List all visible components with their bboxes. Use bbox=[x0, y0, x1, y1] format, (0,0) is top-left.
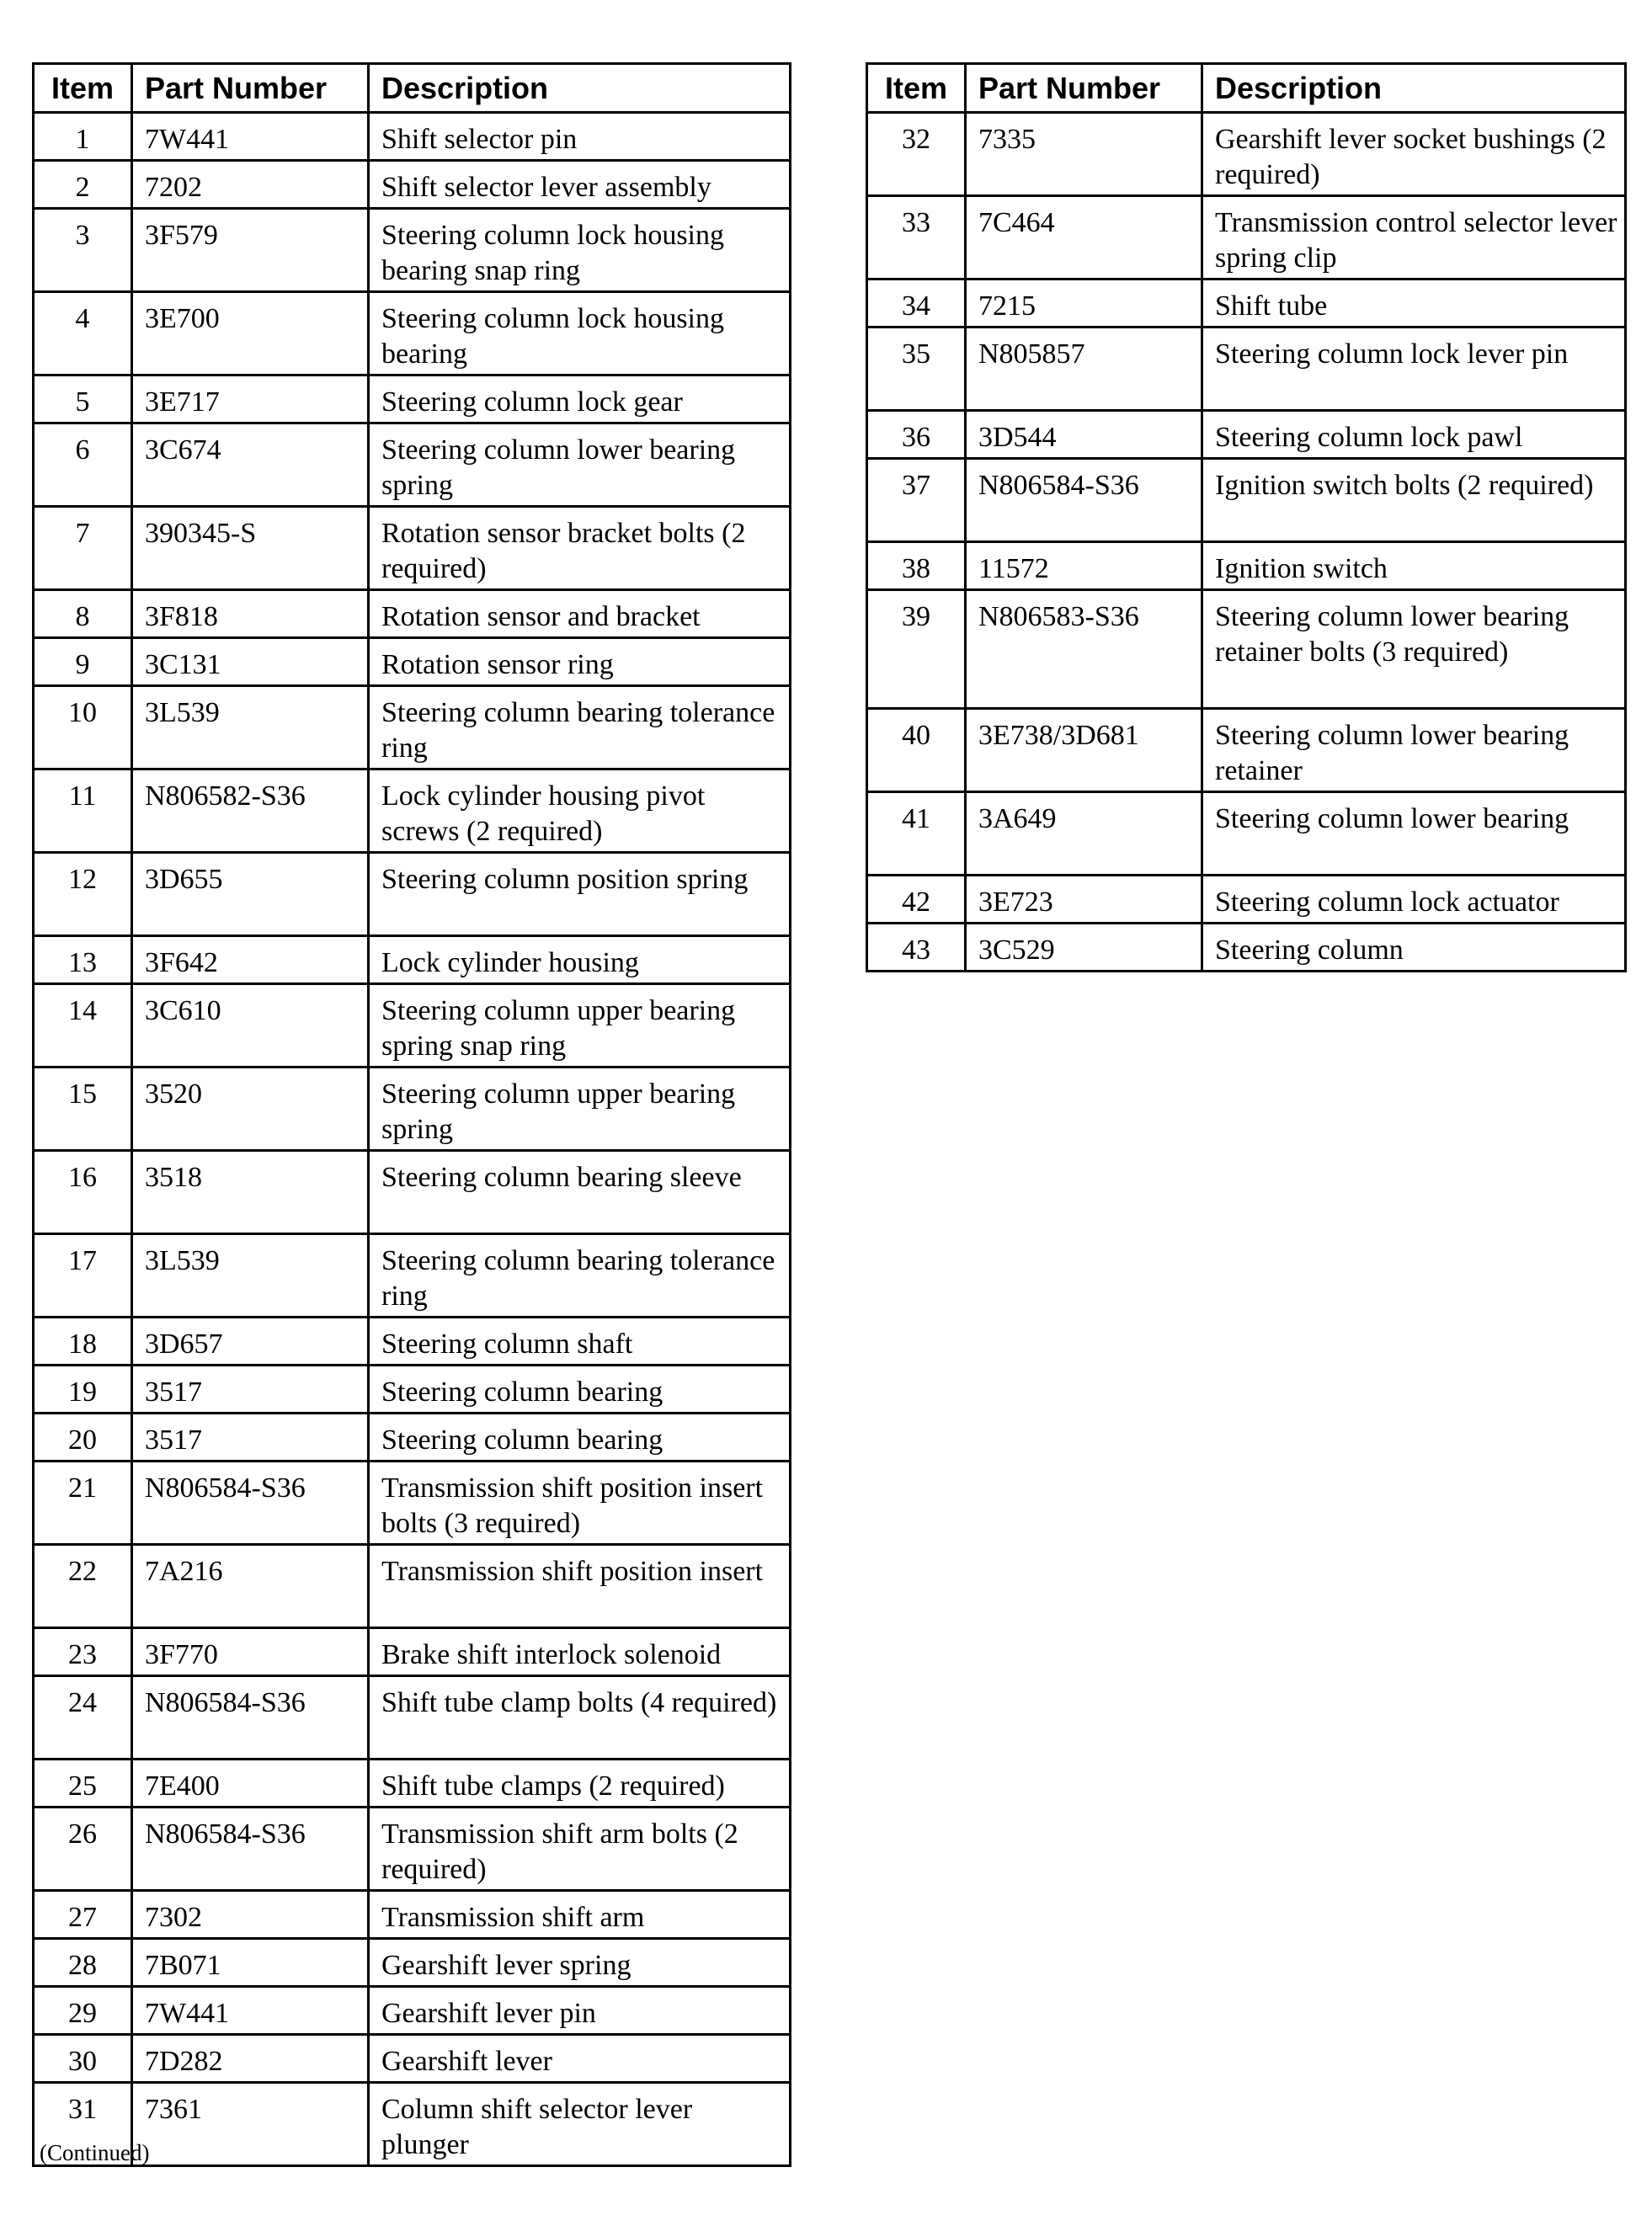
item-number-cell: 18 bbox=[34, 1318, 132, 1366]
item-number-cell: 43 bbox=[867, 924, 966, 972]
table-row bbox=[34, 590, 791, 638]
table-row bbox=[34, 1676, 791, 1760]
table-row bbox=[34, 1234, 791, 1318]
description-cell: Transmission control selector lever spring clip bbox=[1202, 196, 1626, 280]
item-number-cell: 10 bbox=[34, 686, 132, 769]
item-number-cell: 31 bbox=[34, 2083, 132, 2166]
table-row bbox=[867, 411, 1626, 459]
part-number-cell: 3L539 bbox=[132, 686, 369, 769]
table-row bbox=[34, 1151, 791, 1234]
part-number-cell: 7A216 bbox=[132, 1545, 369, 1628]
item-number-cell: 19 bbox=[34, 1366, 132, 1414]
table-row bbox=[867, 113, 1626, 196]
table-row bbox=[34, 1987, 791, 2035]
table-row bbox=[867, 196, 1626, 280]
part-number-cell: 3F770 bbox=[132, 1628, 369, 1676]
item-number-cell: 7 bbox=[34, 507, 132, 590]
part-number-cell: 3518 bbox=[132, 1151, 369, 1234]
table-row bbox=[867, 709, 1626, 792]
table-row bbox=[34, 1366, 791, 1414]
item-number-cell: 11 bbox=[34, 769, 132, 853]
table-row bbox=[34, 292, 791, 375]
description-cell: Steering column lock pawl bbox=[1202, 411, 1626, 459]
description-cell: Steering column bearing tolerance ring bbox=[369, 686, 791, 769]
item-number-cell: 34 bbox=[867, 280, 966, 327]
table-row bbox=[34, 1414, 791, 1462]
part-number-cell: 3C674 bbox=[132, 423, 369, 507]
part-number-cell: 7D282 bbox=[132, 2035, 369, 2083]
table-row bbox=[34, 1318, 791, 1366]
part-number-cell: 3A649 bbox=[966, 792, 1202, 876]
item-number-cell: 25 bbox=[34, 1760, 132, 1808]
item-number-cell: 17 bbox=[34, 1234, 132, 1318]
description-cell: Gearshift lever bbox=[369, 2035, 791, 2083]
column-header-description: Description bbox=[369, 64, 791, 113]
part-number-cell: 3E700 bbox=[132, 292, 369, 375]
part-number-cell: 7E400 bbox=[132, 1760, 369, 1808]
column-header-item: Item bbox=[34, 64, 132, 113]
table-row bbox=[34, 1068, 791, 1151]
description-cell: Transmission shift arm bolts (2 required) bbox=[369, 1808, 791, 1891]
table-row bbox=[867, 590, 1626, 709]
table-row bbox=[34, 638, 791, 686]
column-header-part-number: Part Number bbox=[966, 64, 1202, 113]
column-header-description: Description bbox=[1202, 64, 1626, 113]
table-row bbox=[34, 1462, 791, 1545]
part-number-cell: N806584-S36 bbox=[966, 459, 1202, 542]
item-number-cell: 33 bbox=[867, 196, 966, 280]
table-row bbox=[34, 1760, 791, 1808]
table-row bbox=[34, 1628, 791, 1676]
description-cell: Transmission shift position insert bolts (3 required) bbox=[369, 1462, 791, 1545]
part-number-cell: 3E723 bbox=[966, 876, 1202, 924]
description-cell: Steering column upper bearing spring bbox=[369, 1068, 791, 1151]
table-row bbox=[34, 853, 791, 936]
part-number-cell: 3F642 bbox=[132, 936, 369, 984]
description-cell: Shift tube clamps (2 required) bbox=[369, 1760, 791, 1808]
description-cell: Gearshift lever socket bushings (2 required) bbox=[1202, 113, 1626, 196]
description-cell: Ignition switch bolts (2 required) bbox=[1202, 459, 1626, 542]
description-cell: Rotation sensor and bracket bbox=[369, 590, 791, 638]
part-number-cell: 3F818 bbox=[132, 590, 369, 638]
item-number-cell: 15 bbox=[34, 1068, 132, 1151]
item-number-cell: 6 bbox=[34, 423, 132, 507]
description-cell: Steering column bbox=[1202, 924, 1626, 972]
part-number-cell: N806582-S36 bbox=[132, 769, 369, 853]
column-header-part-number: Part Number bbox=[132, 64, 369, 113]
table-row bbox=[867, 280, 1626, 327]
part-number-cell: 3D655 bbox=[132, 853, 369, 936]
item-number-cell: 22 bbox=[34, 1545, 132, 1628]
item-number-cell: 39 bbox=[867, 590, 966, 709]
part-number-cell: 3517 bbox=[132, 1414, 369, 1462]
part-number-cell: 7C464 bbox=[966, 196, 1202, 280]
description-cell: Steering column lower bearing retainer bbox=[1202, 709, 1626, 792]
part-number-cell: 7W441 bbox=[132, 1987, 369, 2035]
description-cell: Steering column upper bearing spring snap ring bbox=[369, 984, 791, 1068]
table-row bbox=[34, 423, 791, 507]
description-cell: Lock cylinder housing bbox=[369, 936, 791, 984]
part-number-cell: N805857 bbox=[966, 327, 1202, 411]
part-number-cell: 3E717 bbox=[132, 375, 369, 423]
part-number-cell: 3D657 bbox=[132, 1318, 369, 1366]
part-number-cell: N806583-S36 bbox=[966, 590, 1202, 709]
item-number-cell: 28 bbox=[34, 1939, 132, 1987]
part-number-cell: N806584-S36 bbox=[132, 1462, 369, 1545]
table-row bbox=[867, 924, 1626, 972]
table-row bbox=[34, 769, 791, 853]
part-number-cell: 3L539 bbox=[132, 1234, 369, 1318]
part-number-cell: 7B071 bbox=[132, 1939, 369, 1987]
item-number-cell: 36 bbox=[867, 411, 966, 459]
description-cell: Steering column lower bearing bbox=[1202, 792, 1626, 876]
description-cell: Rotation sensor bracket bolts (2 required) bbox=[369, 507, 791, 590]
item-number-cell: 35 bbox=[867, 327, 966, 411]
table-row bbox=[34, 1939, 791, 1987]
description-cell: Steering column lock housing bearing bbox=[369, 292, 791, 375]
part-number-cell: 11572 bbox=[966, 542, 1202, 590]
table-row bbox=[34, 1891, 791, 1939]
item-number-cell: 16 bbox=[34, 1151, 132, 1234]
part-number-cell: N806584-S36 bbox=[132, 1676, 369, 1760]
table-row bbox=[867, 542, 1626, 590]
description-cell: Transmission shift arm bbox=[369, 1891, 791, 1939]
table-row bbox=[34, 686, 791, 769]
item-number-cell: 3 bbox=[34, 209, 132, 292]
description-cell: Steering column shaft bbox=[369, 1318, 791, 1366]
part-number-cell: 7215 bbox=[966, 280, 1202, 327]
item-number-cell: 41 bbox=[867, 792, 966, 876]
description-cell: Steering column lock lever pin bbox=[1202, 327, 1626, 411]
parts-table-left bbox=[32, 62, 791, 2167]
description-cell: Shift tube clamp bolts (4 required) bbox=[369, 1676, 791, 1760]
item-number-cell: 9 bbox=[34, 638, 132, 686]
item-number-cell: 4 bbox=[34, 292, 132, 375]
description-cell: Steering column lock actuator bbox=[1202, 876, 1626, 924]
table-row bbox=[34, 507, 791, 590]
description-cell: Steering column bearing sleeve bbox=[369, 1151, 791, 1234]
table-row bbox=[867, 876, 1626, 924]
item-number-cell: 32 bbox=[867, 113, 966, 196]
part-number-cell: 390345-S bbox=[132, 507, 369, 590]
table-row bbox=[867, 327, 1626, 411]
description-cell: Ignition switch bbox=[1202, 542, 1626, 590]
item-number-cell: 23 bbox=[34, 1628, 132, 1676]
table-row bbox=[34, 984, 791, 1068]
header-row bbox=[34, 64, 791, 113]
part-number-cell: 3F579 bbox=[132, 209, 369, 292]
header-row bbox=[867, 64, 1626, 113]
description-cell: Gearshift lever spring bbox=[369, 1939, 791, 1987]
item-number-cell: 2 bbox=[34, 161, 132, 209]
item-number-cell: 8 bbox=[34, 590, 132, 638]
description-cell: Steering column bearing bbox=[369, 1414, 791, 1462]
description-cell: Steering column bearing bbox=[369, 1366, 791, 1414]
description-cell: Shift selector lever assembly bbox=[369, 161, 791, 209]
part-number-cell: 3C610 bbox=[132, 984, 369, 1068]
description-cell: Steering column lower bearing retainer bolts (3 required) bbox=[1202, 590, 1626, 709]
part-number-cell: N806584-S36 bbox=[132, 1808, 369, 1891]
table-row bbox=[34, 1545, 791, 1628]
description-cell: Lock cylinder housing pivot screws (2 required) bbox=[369, 769, 791, 853]
item-number-cell: 30 bbox=[34, 2035, 132, 2083]
item-number-cell: 21 bbox=[34, 1462, 132, 1545]
item-number-cell: 42 bbox=[867, 876, 966, 924]
item-number-cell: 13 bbox=[34, 936, 132, 984]
description-cell: Steering column bearing tolerance ring bbox=[369, 1234, 791, 1318]
item-number-cell: 37 bbox=[867, 459, 966, 542]
item-number-cell: 14 bbox=[34, 984, 132, 1068]
table-row bbox=[867, 459, 1626, 542]
item-number-cell: 40 bbox=[867, 709, 966, 792]
description-cell: Brake shift interlock solenoid bbox=[369, 1628, 791, 1676]
part-number-cell: 3C131 bbox=[132, 638, 369, 686]
part-number-cell: 7202 bbox=[132, 161, 369, 209]
part-number-cell: 7W441 bbox=[132, 113, 369, 161]
part-number-cell: 3520 bbox=[132, 1068, 369, 1151]
table-row bbox=[34, 161, 791, 209]
table-row bbox=[867, 792, 1626, 876]
part-number-cell: 3E738/3D681 bbox=[966, 709, 1202, 792]
item-number-cell: 1 bbox=[34, 113, 132, 161]
table-row bbox=[34, 2035, 791, 2083]
description-cell: Steering column position spring bbox=[369, 853, 791, 936]
item-number-cell: 26 bbox=[34, 1808, 132, 1891]
description-cell: Steering column lock gear bbox=[369, 375, 791, 423]
item-number-cell: 12 bbox=[34, 853, 132, 936]
item-number-cell: 5 bbox=[34, 375, 132, 423]
table-row bbox=[34, 936, 791, 984]
description-cell: Rotation sensor ring bbox=[369, 638, 791, 686]
part-number-cell: 3D544 bbox=[966, 411, 1202, 459]
table-row bbox=[34, 113, 791, 161]
item-number-cell: 24 bbox=[34, 1676, 132, 1760]
table-row bbox=[34, 1808, 791, 1891]
part-number-cell: 7361 bbox=[132, 2083, 369, 2166]
item-number-cell: 29 bbox=[34, 1987, 132, 2035]
description-cell: Shift selector pin bbox=[369, 113, 791, 161]
part-number-cell: 7302 bbox=[132, 1891, 369, 1939]
description-cell: Transmission shift position insert bbox=[369, 1545, 791, 1628]
table-row bbox=[34, 209, 791, 292]
item-number-cell: 27 bbox=[34, 1891, 132, 1939]
description-cell: Shift tube bbox=[1202, 280, 1626, 327]
part-number-cell: 3C529 bbox=[966, 924, 1202, 972]
table-row bbox=[34, 375, 791, 423]
parts-table-right bbox=[866, 62, 1627, 972]
part-number-cell: 7335 bbox=[966, 113, 1202, 196]
description-cell: Column shift selector lever plunger bbox=[369, 2083, 791, 2166]
item-number-cell: 20 bbox=[34, 1414, 132, 1462]
part-number-cell: 3517 bbox=[132, 1366, 369, 1414]
item-number-cell: 38 bbox=[867, 542, 966, 590]
column-header-item: Item bbox=[867, 64, 966, 113]
continued-note: (Continued) bbox=[40, 2140, 150, 2165]
description-cell: Gearshift lever pin bbox=[369, 1987, 791, 2035]
description-cell: Steering column lock housing bearing snap ring bbox=[369, 209, 791, 292]
description-cell: Steering column lower bearing spring bbox=[369, 423, 791, 507]
